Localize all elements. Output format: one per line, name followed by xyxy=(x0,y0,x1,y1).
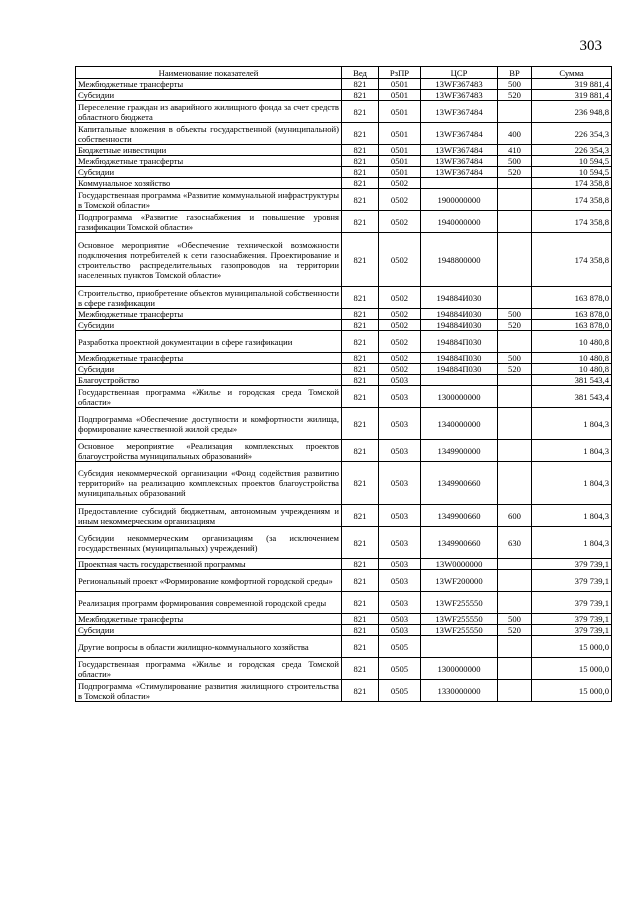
cell-sum: 163 878,0 xyxy=(532,287,612,309)
cell-ved: 821 xyxy=(342,353,379,364)
cell-name: Другие вопросы в области жилищно-коммунального хозяйства xyxy=(76,636,342,658)
cell-ved: 821 xyxy=(342,90,379,101)
cell-csr: 13WF367484 xyxy=(421,123,498,145)
cell-ved: 821 xyxy=(342,386,379,408)
cell-csr: 13WF367483 xyxy=(421,79,498,90)
table-row xyxy=(76,287,612,309)
column-header-csr: ЦСР xyxy=(421,67,498,79)
cell-csr: 13WF367483 xyxy=(421,90,498,101)
cell-sum: 163 878,0 xyxy=(532,320,612,331)
table-row xyxy=(76,189,612,211)
cell-ved: 821 xyxy=(342,375,379,386)
cell-ved: 821 xyxy=(342,462,379,505)
column-header-vr: ВР xyxy=(498,67,532,79)
cell-csr: 194884И030 xyxy=(421,320,498,331)
cell-name: Межбюджетные трансферты xyxy=(76,79,342,90)
cell-vr xyxy=(498,592,532,614)
table-row xyxy=(76,680,612,702)
cell-rzpr: 0502 xyxy=(379,364,421,375)
cell-sum: 379 739,1 xyxy=(532,592,612,614)
cell-rzpr: 0501 xyxy=(379,145,421,156)
cell-name: Межбюджетные трансферты xyxy=(76,309,342,320)
cell-sum: 163 878,0 xyxy=(532,309,612,320)
cell-name: Субсидии xyxy=(76,364,342,375)
table-row xyxy=(76,90,612,101)
cell-csr: 1900000000 xyxy=(421,189,498,211)
cell-rzpr: 0501 xyxy=(379,167,421,178)
cell-rzpr: 0505 xyxy=(379,658,421,680)
cell-name: Субсидии xyxy=(76,167,342,178)
cell-name: Субсидии xyxy=(76,90,342,101)
cell-name: Коммунальное хозяйство xyxy=(76,178,342,189)
cell-name: Государственная программа «Жилье и городская среда Томской области» xyxy=(76,386,342,408)
cell-ved: 821 xyxy=(342,320,379,331)
cell-sum: 226 354,3 xyxy=(532,123,612,145)
table-row xyxy=(76,309,612,320)
cell-ved: 821 xyxy=(342,636,379,658)
table-row xyxy=(76,505,612,527)
table-row xyxy=(76,364,612,375)
cell-rzpr: 0501 xyxy=(379,79,421,90)
table-row xyxy=(76,79,612,90)
page-number: 303 xyxy=(579,38,602,54)
cell-rzpr: 0502 xyxy=(379,353,421,364)
cell-csr: 194884П030 xyxy=(421,353,498,364)
cell-vr xyxy=(498,375,532,386)
cell-ved: 821 xyxy=(342,79,379,90)
cell-rzpr: 0503 xyxy=(379,614,421,625)
cell-csr: 13WF367484 xyxy=(421,167,498,178)
cell-sum: 10 480,8 xyxy=(532,364,612,375)
cell-sum: 226 354,3 xyxy=(532,145,612,156)
cell-name: Проектная часть государственной программы xyxy=(76,559,342,570)
cell-csr xyxy=(421,178,498,189)
cell-vr: 630 xyxy=(498,527,532,559)
cell-rzpr: 0502 xyxy=(379,309,421,320)
table-row xyxy=(76,592,612,614)
cell-sum: 10 480,8 xyxy=(532,353,612,364)
cell-csr: 1340000000 xyxy=(421,408,498,440)
cell-name: Подпрограмма «Развитие газоснабжения и повышение уровня газификации Томской области» xyxy=(76,211,342,233)
cell-name: Субсидии xyxy=(76,320,342,331)
cell-rzpr: 0503 xyxy=(379,375,421,386)
cell-rzpr: 0505 xyxy=(379,680,421,702)
cell-ved: 821 xyxy=(342,625,379,636)
cell-name: Бюджетные инвестиции xyxy=(76,145,342,156)
cell-rzpr: 0502 xyxy=(379,233,421,287)
cell-ved: 821 xyxy=(342,156,379,167)
cell-sum: 1 804,3 xyxy=(532,527,612,559)
cell-vr: 500 xyxy=(498,156,532,167)
cell-name: Благоустройство xyxy=(76,375,342,386)
table-row xyxy=(76,408,612,440)
cell-name: Межбюджетные трансферты xyxy=(76,353,342,364)
cell-vr xyxy=(498,408,532,440)
cell-name: Переселение граждан из аварийного жилищного фонда за счет средств областного бюджета xyxy=(76,101,342,123)
cell-ved: 821 xyxy=(342,287,379,309)
cell-vr: 520 xyxy=(498,320,532,331)
cell-vr: 500 xyxy=(498,79,532,90)
table-row xyxy=(76,559,612,570)
cell-sum: 15 000,0 xyxy=(532,680,612,702)
column-header-sum: Сумма xyxy=(532,67,612,79)
cell-rzpr: 0503 xyxy=(379,408,421,440)
table-row xyxy=(76,527,612,559)
cell-ved: 821 xyxy=(342,592,379,614)
table-row xyxy=(76,101,612,123)
cell-rzpr: 0501 xyxy=(379,156,421,167)
cell-vr: 410 xyxy=(498,145,532,156)
cell-csr: 13WF367484 xyxy=(421,156,498,167)
cell-ved: 821 xyxy=(342,123,379,145)
cell-name: Межбюджетные трансферты xyxy=(76,156,342,167)
cell-rzpr: 0502 xyxy=(379,331,421,353)
table-body xyxy=(76,79,612,702)
cell-csr: 13WF367484 xyxy=(421,101,498,123)
cell-name: Государственная программа «Жилье и городская среда Томской области» xyxy=(76,658,342,680)
cell-vr: 520 xyxy=(498,625,532,636)
cell-csr: 194884П030 xyxy=(421,364,498,375)
table-row xyxy=(76,320,612,331)
cell-rzpr: 0503 xyxy=(379,505,421,527)
cell-sum: 174 358,8 xyxy=(532,189,612,211)
cell-csr xyxy=(421,636,498,658)
cell-sum: 15 000,0 xyxy=(532,636,612,658)
cell-ved: 821 xyxy=(342,527,379,559)
cell-ved: 821 xyxy=(342,440,379,462)
cell-sum: 379 739,1 xyxy=(532,559,612,570)
cell-name: Субсидии некоммерческим организациям (за исключением государственных (муниципальных) учреждений) xyxy=(76,527,342,559)
cell-name: Региональный проект «Формирование комфортной городской среды» xyxy=(76,570,342,592)
cell-vr xyxy=(498,101,532,123)
cell-csr: 1349900000 xyxy=(421,440,498,462)
cell-vr xyxy=(498,658,532,680)
cell-rzpr: 0502 xyxy=(379,320,421,331)
table-row xyxy=(76,156,612,167)
cell-rzpr: 0501 xyxy=(379,90,421,101)
cell-rzpr: 0503 xyxy=(379,570,421,592)
cell-rzpr: 0501 xyxy=(379,101,421,123)
column-header-name: Наименование показателей xyxy=(76,67,342,79)
cell-sum: 10 480,8 xyxy=(532,331,612,353)
cell-sum: 15 000,0 xyxy=(532,658,612,680)
cell-sum: 174 358,8 xyxy=(532,233,612,287)
cell-ved: 821 xyxy=(342,167,379,178)
cell-sum: 1 804,3 xyxy=(532,462,612,505)
cell-csr: 194884П030 xyxy=(421,331,498,353)
cell-rzpr: 0503 xyxy=(379,462,421,505)
cell-ved: 821 xyxy=(342,505,379,527)
cell-sum: 174 358,8 xyxy=(532,211,612,233)
cell-rzpr: 0501 xyxy=(379,123,421,145)
column-header-ved: Вед xyxy=(342,67,379,79)
cell-vr: 500 xyxy=(498,309,532,320)
budget-table xyxy=(75,66,612,702)
cell-vr: 520 xyxy=(498,364,532,375)
cell-csr: 1349900660 xyxy=(421,527,498,559)
table-row xyxy=(76,178,612,189)
cell-csr: 13W0000000 xyxy=(421,559,498,570)
cell-vr xyxy=(498,211,532,233)
cell-csr: 194884И030 xyxy=(421,309,498,320)
cell-ved: 821 xyxy=(342,680,379,702)
cell-csr: 13WF255550 xyxy=(421,614,498,625)
cell-ved: 821 xyxy=(342,408,379,440)
table-row xyxy=(76,636,612,658)
table-row xyxy=(76,462,612,505)
cell-name: Субсидия некоммерческой организации «Фонд содействия развитию территорий» на реализацию комплексных проектов благоустройства муниципальных образований xyxy=(76,462,342,505)
cell-vr xyxy=(498,189,532,211)
cell-name: Предоставление субсидий бюджетным, автономным учреждениям и иным некоммерческим организациям xyxy=(76,505,342,527)
cell-vr xyxy=(498,440,532,462)
cell-vr: 400 xyxy=(498,123,532,145)
cell-rzpr: 0503 xyxy=(379,559,421,570)
cell-sum: 1 804,3 xyxy=(532,505,612,527)
cell-sum: 1 804,3 xyxy=(532,408,612,440)
cell-sum: 319 881,4 xyxy=(532,79,612,90)
cell-ved: 821 xyxy=(342,658,379,680)
cell-sum: 379 739,1 xyxy=(532,625,612,636)
table-row xyxy=(76,440,612,462)
cell-rzpr: 0502 xyxy=(379,189,421,211)
cell-vr xyxy=(498,559,532,570)
cell-rzpr: 0503 xyxy=(379,440,421,462)
table-row xyxy=(76,123,612,145)
table-row xyxy=(76,211,612,233)
cell-rzpr: 0503 xyxy=(379,527,421,559)
cell-csr: 13WF367484 xyxy=(421,145,498,156)
cell-name: Субсидии xyxy=(76,625,342,636)
cell-csr: 1330000000 xyxy=(421,680,498,702)
column-header-rzpr: РзПР xyxy=(379,67,421,79)
table-header-row xyxy=(76,67,612,79)
cell-csr: 1300000000 xyxy=(421,386,498,408)
cell-vr xyxy=(498,462,532,505)
cell-vr xyxy=(498,287,532,309)
table-row xyxy=(76,233,612,287)
cell-rzpr: 0503 xyxy=(379,592,421,614)
cell-sum: 379 739,1 xyxy=(532,570,612,592)
table-row xyxy=(76,625,612,636)
cell-ved: 821 xyxy=(342,211,379,233)
cell-ved: 821 xyxy=(342,178,379,189)
cell-name: Подпрограмма «Обеспечение доступности и комфортности жилища, формирование качественной жилой среды» xyxy=(76,408,342,440)
cell-sum: 319 881,4 xyxy=(532,90,612,101)
cell-csr: 1349900660 xyxy=(421,505,498,527)
cell-csr: 13WF255550 xyxy=(421,592,498,614)
cell-ved: 821 xyxy=(342,189,379,211)
cell-vr: 500 xyxy=(498,353,532,364)
cell-sum: 174 358,8 xyxy=(532,178,612,189)
cell-sum: 10 594,5 xyxy=(532,167,612,178)
table-row xyxy=(76,614,612,625)
cell-ved: 821 xyxy=(342,145,379,156)
cell-ved: 821 xyxy=(342,233,379,287)
cell-vr: 600 xyxy=(498,505,532,527)
cell-name: Межбюджетные трансферты xyxy=(76,614,342,625)
cell-csr: 13WF255550 xyxy=(421,625,498,636)
cell-ved: 821 xyxy=(342,101,379,123)
cell-ved: 821 xyxy=(342,614,379,625)
cell-csr: 13WF200000 xyxy=(421,570,498,592)
cell-sum: 381 543,4 xyxy=(532,375,612,386)
cell-ved: 821 xyxy=(342,309,379,320)
cell-sum: 236 948,8 xyxy=(532,101,612,123)
cell-vr: 500 xyxy=(498,614,532,625)
cell-rzpr: 0502 xyxy=(379,287,421,309)
cell-name: Основное мероприятие «Обеспечение технической возможности подключения потребителей к сети газоснабжения. Проектирование и строительство распределительных газопроводов на территории населенных пунктов Томской области» xyxy=(76,233,342,287)
cell-vr xyxy=(498,636,532,658)
cell-ved: 821 xyxy=(342,570,379,592)
table-row xyxy=(76,375,612,386)
table-row xyxy=(76,145,612,156)
cell-csr: 1948800000 xyxy=(421,233,498,287)
table-row xyxy=(76,658,612,680)
cell-vr: 520 xyxy=(498,90,532,101)
cell-vr: 520 xyxy=(498,167,532,178)
cell-ved: 821 xyxy=(342,364,379,375)
table-row xyxy=(76,331,612,353)
cell-csr: 1349900660 xyxy=(421,462,498,505)
cell-ved: 821 xyxy=(342,559,379,570)
table-row xyxy=(76,570,612,592)
cell-vr xyxy=(498,680,532,702)
cell-rzpr: 0502 xyxy=(379,178,421,189)
cell-name: Государственная программа «Развитие коммунальной инфраструктуры в Томской области» xyxy=(76,189,342,211)
cell-sum: 381 543,4 xyxy=(532,386,612,408)
cell-name: Строительство, приобретение объектов муниципальной собственности в сфере газификации xyxy=(76,287,342,309)
cell-csr xyxy=(421,375,498,386)
cell-vr xyxy=(498,178,532,189)
cell-rzpr: 0503 xyxy=(379,386,421,408)
cell-csr: 1300000000 xyxy=(421,658,498,680)
cell-name: Основное мероприятие «Реализация комплексных проектов благоустройства муниципальных образований» xyxy=(76,440,342,462)
cell-vr xyxy=(498,570,532,592)
cell-name: Реализация программ формирования современной городской среды xyxy=(76,592,342,614)
cell-rzpr: 0505 xyxy=(379,636,421,658)
cell-sum: 10 594,5 xyxy=(532,156,612,167)
cell-sum: 1 804,3 xyxy=(532,440,612,462)
table-row xyxy=(76,353,612,364)
cell-vr xyxy=(498,233,532,287)
cell-vr xyxy=(498,331,532,353)
cell-csr: 1940000000 xyxy=(421,211,498,233)
cell-rzpr: 0502 xyxy=(379,211,421,233)
cell-name: Разработка проектной документации в сфере газификации xyxy=(76,331,342,353)
cell-ved: 821 xyxy=(342,331,379,353)
cell-name: Подпрограмма «Стимулирование развития жилищного строительства в Томской области» xyxy=(76,680,342,702)
cell-rzpr: 0503 xyxy=(379,625,421,636)
cell-vr xyxy=(498,386,532,408)
cell-name: Капитальные вложения в объекты государственной (муниципальной) собственности xyxy=(76,123,342,145)
cell-sum: 379 739,1 xyxy=(532,614,612,625)
table-row xyxy=(76,386,612,408)
table-row xyxy=(76,167,612,178)
cell-csr: 194884И030 xyxy=(421,287,498,309)
